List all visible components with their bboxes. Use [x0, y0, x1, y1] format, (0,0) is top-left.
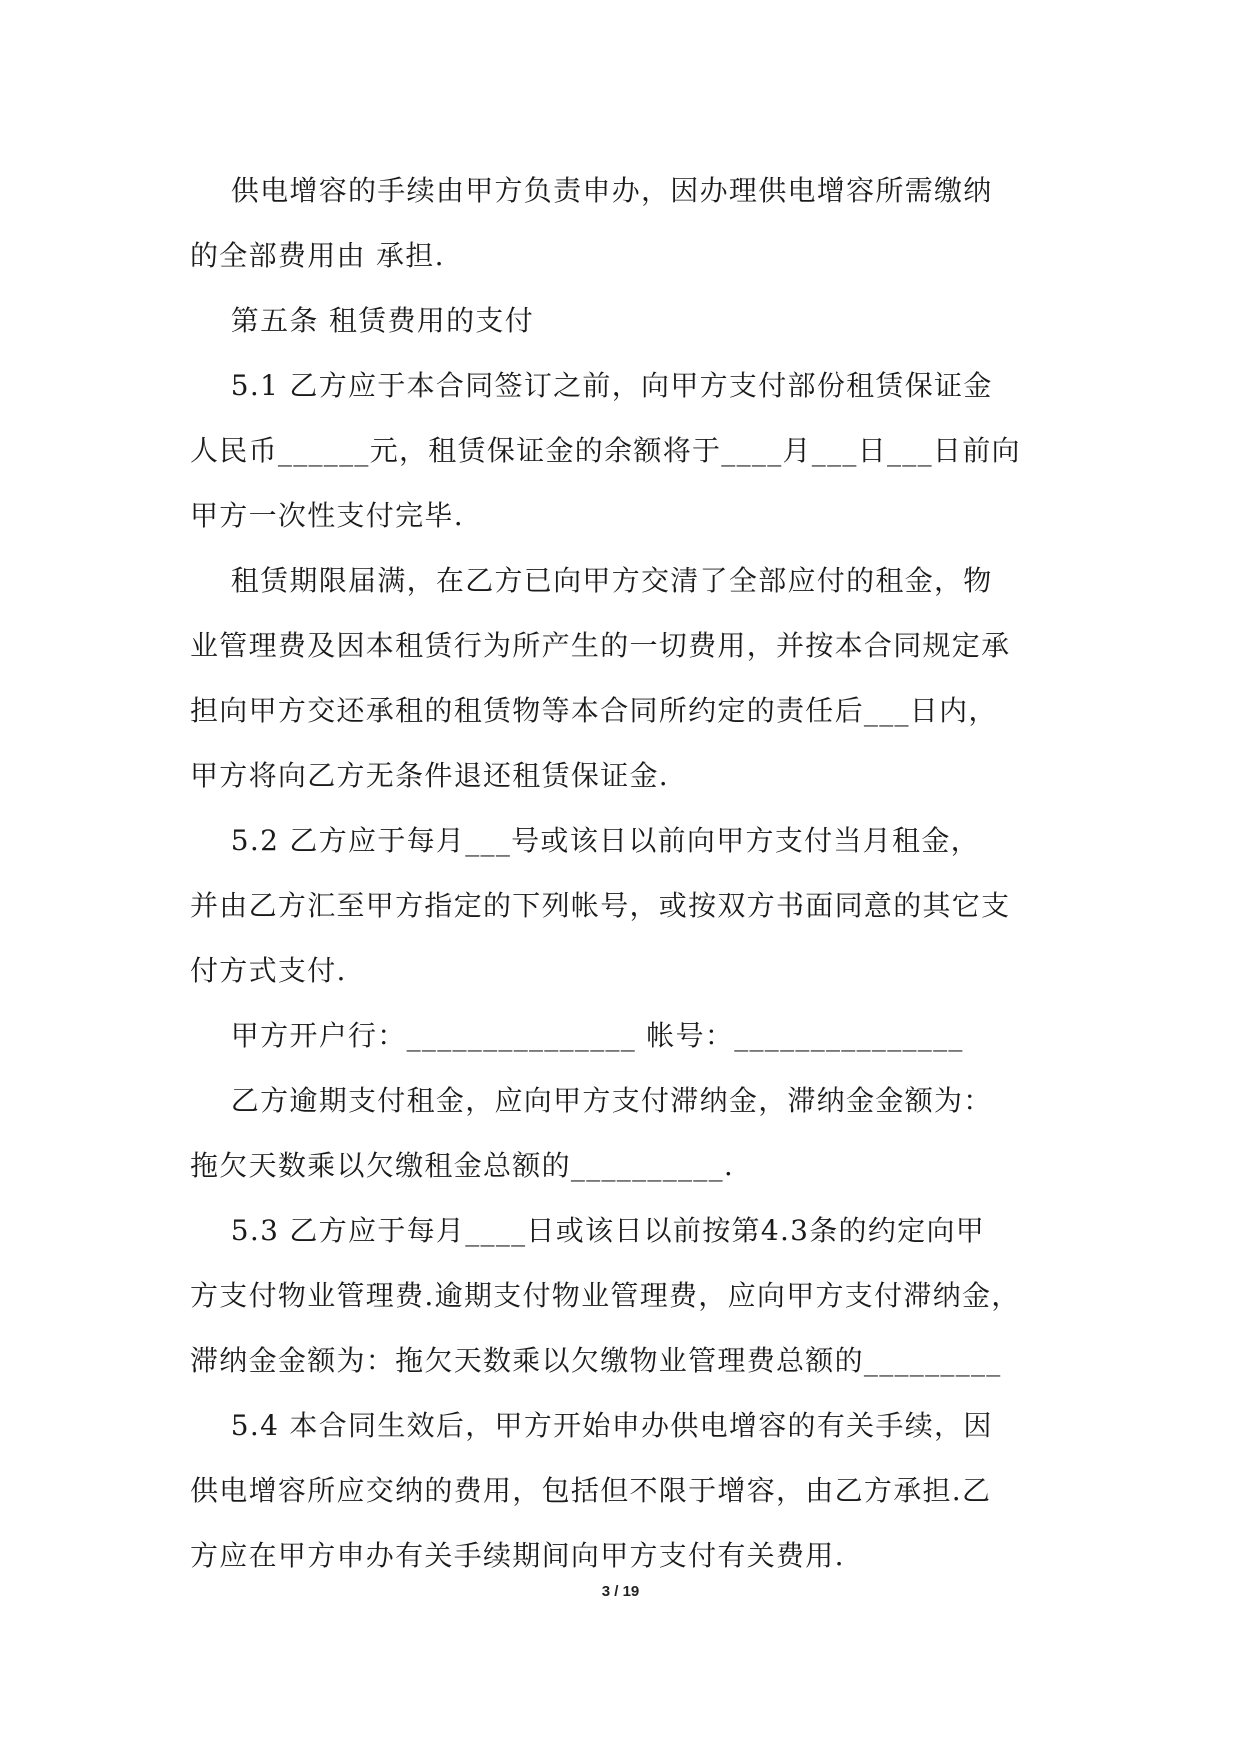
- body-line: 担向甲方交还承租的租赁物等本合同所约定的责任后___日内，: [190, 694, 998, 727]
- body-line: 拖欠天数乘以欠缴租金总额的__________.: [190, 1149, 735, 1182]
- body-line: 人民币______元，租赁保证金的余额将于____月___日___日前向: [190, 434, 1021, 467]
- body-line: 方应在甲方申办有关手续期间向甲方支付有关费用.: [190, 1539, 845, 1572]
- body-line: 5.1 乙方应于本合同签订之前，向甲方支付部份租赁保证金: [190, 369, 993, 402]
- body-line: 并由乙方汇至甲方指定的下列帐号，或按双方书面同意的其它支: [190, 889, 1011, 922]
- body-line: 租赁期限届满，在乙方已向甲方交清了全部应付的租金，物: [190, 564, 993, 597]
- body-line: 5.4 本合同生效后，甲方开始申办供电增容的有关手续，因: [190, 1409, 993, 1442]
- body-line: 5.3 乙方应于每月____日或该日以前按第4.3条的约定向甲: [190, 1214, 986, 1247]
- body-line: 的全部费用由 承担.: [190, 239, 445, 272]
- page-number: 3 / 19: [601, 1583, 640, 1600]
- body-line: 方支付物业管理费.逾期支付物业管理费，应向甲方支付滞纳金，: [190, 1279, 1021, 1312]
- section-heading: 第五条 租赁费用的支付: [190, 304, 535, 337]
- bank-account-line: 甲方开户行：_______________ 帐号：_______________: [190, 1019, 964, 1052]
- body-line: 供电增容的手续由甲方负责申办，因办理供电增容所需缴纳: [190, 174, 993, 207]
- contract-body: [190, 158, 1060, 1588]
- body-line: 甲方将向乙方无条件退还租赁保证金.: [190, 759, 670, 792]
- body-line: 付方式支付.: [190, 954, 347, 987]
- body-line: 甲方一次性支付完毕.: [190, 499, 464, 532]
- body-line: 滞纳金金额为：拖欠天数乘以欠缴物业管理费总额的_________: [190, 1344, 1002, 1377]
- body-line: 5.2 乙方应于每月___号或该日以前向甲方支付当月租金，: [190, 824, 980, 857]
- body-line: 乙方逾期支付租金，应向甲方支付滞纳金，滞纳金金额为：: [190, 1084, 993, 1117]
- body-line: 业管理费及因本租赁行为所产生的一切费用，并按本合同规定承: [190, 629, 1011, 662]
- body-line: 供电增容所应交纳的费用，包括但不限于增容，由乙方承担.乙: [190, 1474, 992, 1507]
